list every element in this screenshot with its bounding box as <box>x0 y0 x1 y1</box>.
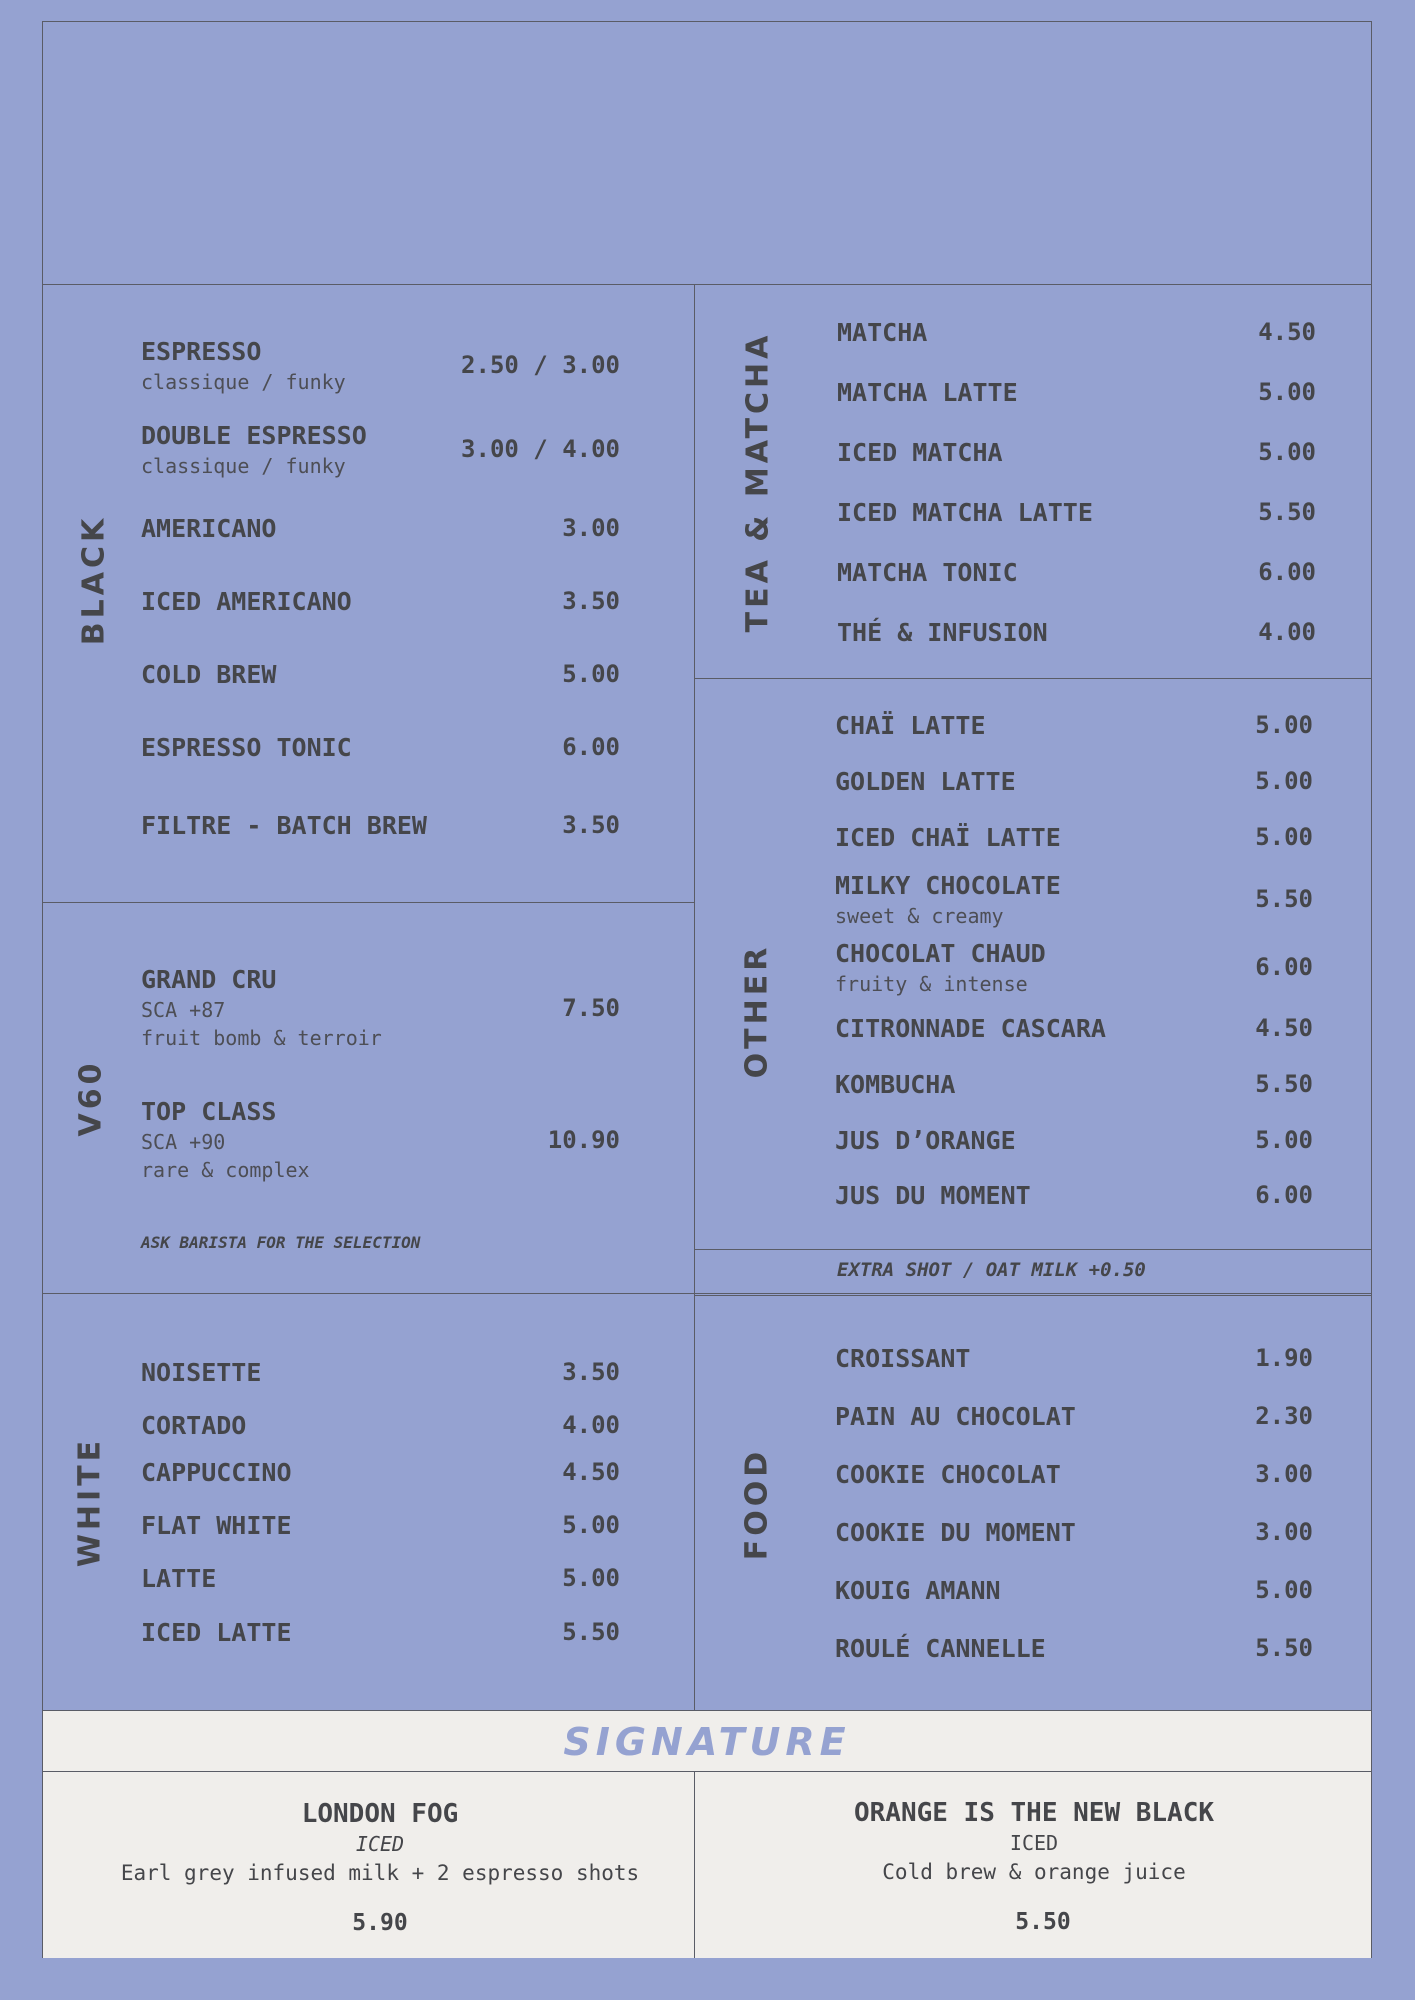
menu-item-price: 5.50 <box>1255 1070 1313 1098</box>
menu-item-price: 5.50 <box>1258 498 1316 526</box>
signature-title-divider <box>42 1771 1372 1772</box>
menu-item-price: 3.00 <box>562 514 620 542</box>
menu-item-price: 10.90 <box>547 1126 620 1154</box>
signature-item-name: ORANGE IS THE NEW BLACK <box>853 1798 1215 1828</box>
menu-item-name: KOMBUCHA <box>835 1070 956 1099</box>
signature-top-divider <box>42 1710 1372 1711</box>
menu-item-price: 5.00 <box>562 660 620 688</box>
signature-item-desc: Cold brew & orange juice <box>882 1860 1186 1884</box>
section-label-tea-matcha: TEA & MATCHA <box>740 331 776 633</box>
menu-item-price: 2.30 <box>1255 1402 1313 1430</box>
menu-item-price: 6.00 <box>1258 558 1316 586</box>
menu-item-name: CAPPUCCINO <box>141 1458 292 1487</box>
menu-item-name: MATCHA TONIC <box>837 558 1018 587</box>
food-top-divider <box>694 1295 1372 1296</box>
signature-item-sub: ICED <box>355 1832 405 1856</box>
menu-item-desc: SCA +87 <box>141 998 226 1022</box>
menu-item-name: CHAÏ LATTE <box>835 711 986 740</box>
menu-item-price: 6.00 <box>562 733 620 761</box>
menu-item-desc: SCA +90 <box>141 1130 226 1154</box>
menu-item-price: 6.00 <box>1255 953 1313 981</box>
menu-item-name: JUS D’ORANGE <box>835 1126 1016 1155</box>
section-label-black: BLACK <box>76 514 112 646</box>
menu-item-name: FILTRE - BATCH BREW <box>141 811 427 840</box>
menu-item-name: CORTADO <box>141 1411 247 1440</box>
menu-item-price: 5.00 <box>1255 1126 1313 1154</box>
menu-item-name: CHOCOLAT CHAUD <box>835 939 1046 968</box>
menu-item-price: 4.00 <box>1258 618 1316 646</box>
extras-note: EXTRA SHOT / OAT MILK +0.50 <box>837 1259 1146 1281</box>
signature-item-sub: ICED <box>1009 1831 1059 1855</box>
menu-item-name: ICED CHAÏ LATTE <box>835 823 1061 852</box>
menu-item-price: 4.50 <box>562 1458 620 1486</box>
menu-item-name: MATCHA LATTE <box>837 378 1018 407</box>
menu-item-name: ICED LATTE <box>141 1618 292 1647</box>
menu-item-desc: sweet & creamy <box>835 904 1004 928</box>
menu-item-price: 2.50 / 3.00 <box>461 351 620 379</box>
menu-item-price: 3.50 <box>562 1358 620 1386</box>
menu-item-price: 5.00 <box>1258 378 1316 406</box>
menu-item-price: 3.00 / 4.00 <box>461 435 620 463</box>
center-divider <box>694 284 695 1958</box>
menu-item-price: 4.00 <box>562 1411 620 1439</box>
menu-item-name: ICED AMERICANO <box>141 587 352 616</box>
menu-item-price: 4.50 <box>1258 318 1316 346</box>
menu-item-name: TOP CLASS <box>141 1097 277 1126</box>
menu-item-name: GRAND CRU <box>141 965 277 994</box>
menu-item-name: GOLDEN LATTE <box>835 767 1016 796</box>
v60-note: ASK BARISTA FOR THE SELECTION <box>141 1233 421 1252</box>
menu-item-desc: fruity & intense <box>835 972 1028 996</box>
menu-item-price: 7.50 <box>562 994 620 1022</box>
other-note-divider <box>694 1249 1372 1250</box>
signature-center-divider <box>694 1771 695 1958</box>
signature-item-desc: Earl grey infused milk + 2 espresso shots <box>120 1861 640 1885</box>
menu-item-price: 3.00 <box>1255 1518 1313 1546</box>
menu-item-name: ICED MATCHA <box>837 438 1003 467</box>
menu-item-name: ESPRESSO TONIC <box>141 733 352 762</box>
section-label-other: OTHER <box>739 943 775 1079</box>
menu-item-price: 5.50 <box>1255 885 1313 913</box>
menu-item-desc: classique / funky <box>141 454 346 478</box>
menu-item-name: PAIN AU CHOCOLAT <box>835 1402 1076 1431</box>
menu-item-name: CROISSANT <box>835 1344 971 1373</box>
v60-white-divider <box>42 1293 1372 1294</box>
menu-item-name: KOUIG AMANN <box>835 1576 1001 1605</box>
header-divider <box>42 284 1372 285</box>
menu-item-price: 5.50 <box>1255 1634 1313 1662</box>
menu-item-name: ROULÉ CANNELLE <box>835 1634 1046 1663</box>
signature-item-price: 5.90 <box>352 1910 408 1936</box>
section-label-v60: V60 <box>73 1059 109 1137</box>
menu-item-name: AMERICANO <box>141 514 277 543</box>
menu-item-price: 1.90 <box>1255 1344 1313 1372</box>
menu-item-name: ESPRESSO <box>141 337 262 366</box>
section-label-food: FOOD <box>739 1447 775 1561</box>
menu-item-name: NOISETTE <box>141 1358 262 1387</box>
section-label-white: WHITE <box>72 1436 108 1568</box>
black-v60-divider <box>42 902 694 903</box>
menu-item-name: COOKIE DU MOMENT <box>835 1518 1076 1547</box>
menu-item-name: JUS DU MOMENT <box>835 1181 1031 1210</box>
menu-item-price: 3.50 <box>562 587 620 615</box>
menu-item-price: 3.50 <box>562 811 620 839</box>
menu-item-price: 5.00 <box>1255 711 1313 739</box>
menu-item-name: FLAT WHITE <box>141 1511 292 1540</box>
menu-item-price: 5.00 <box>1255 823 1313 851</box>
menu-item-price: 4.50 <box>1255 1014 1313 1042</box>
menu-item-name: THÉ & INFUSION <box>837 618 1048 647</box>
menu-item-price: 3.00 <box>1255 1460 1313 1488</box>
tea-other-divider <box>694 678 1372 679</box>
menu-item-name: COOKIE CHOCOLAT <box>835 1460 1061 1489</box>
menu-item-name: CITRONNADE CASCARA <box>835 1014 1106 1043</box>
menu-item-name: MATCHA <box>837 318 928 347</box>
menu-item-name: LATTE <box>141 1564 217 1593</box>
menu-item-price: 5.00 <box>1258 438 1316 466</box>
menu-item-name: DOUBLE ESPRESSO <box>141 421 367 450</box>
menu-item-name: COLD BREW <box>141 660 277 689</box>
menu-item-desc: classique / funky <box>141 370 346 394</box>
menu-item-desc: rare & complex <box>141 1158 310 1182</box>
menu-item-price: 5.00 <box>562 1511 620 1539</box>
menu-item-name: ICED MATCHA LATTE <box>837 498 1093 527</box>
signature-item-name: LONDON FOG <box>301 1799 459 1829</box>
menu-item-price: 5.00 <box>562 1564 620 1592</box>
menu-item-price: 5.00 <box>1255 767 1313 795</box>
menu-item-price: 6.00 <box>1255 1181 1313 1209</box>
menu-item-name: MILKY CHOCOLATE <box>835 871 1061 900</box>
signature-title: SIGNATURE <box>563 1720 851 1764</box>
menu-item-desc: fruit bomb & terroir <box>141 1026 382 1050</box>
menu-item-price: 5.00 <box>1255 1576 1313 1604</box>
menu-item-price: 5.50 <box>562 1618 620 1646</box>
signature-item-price: 5.50 <box>1015 1909 1071 1935</box>
